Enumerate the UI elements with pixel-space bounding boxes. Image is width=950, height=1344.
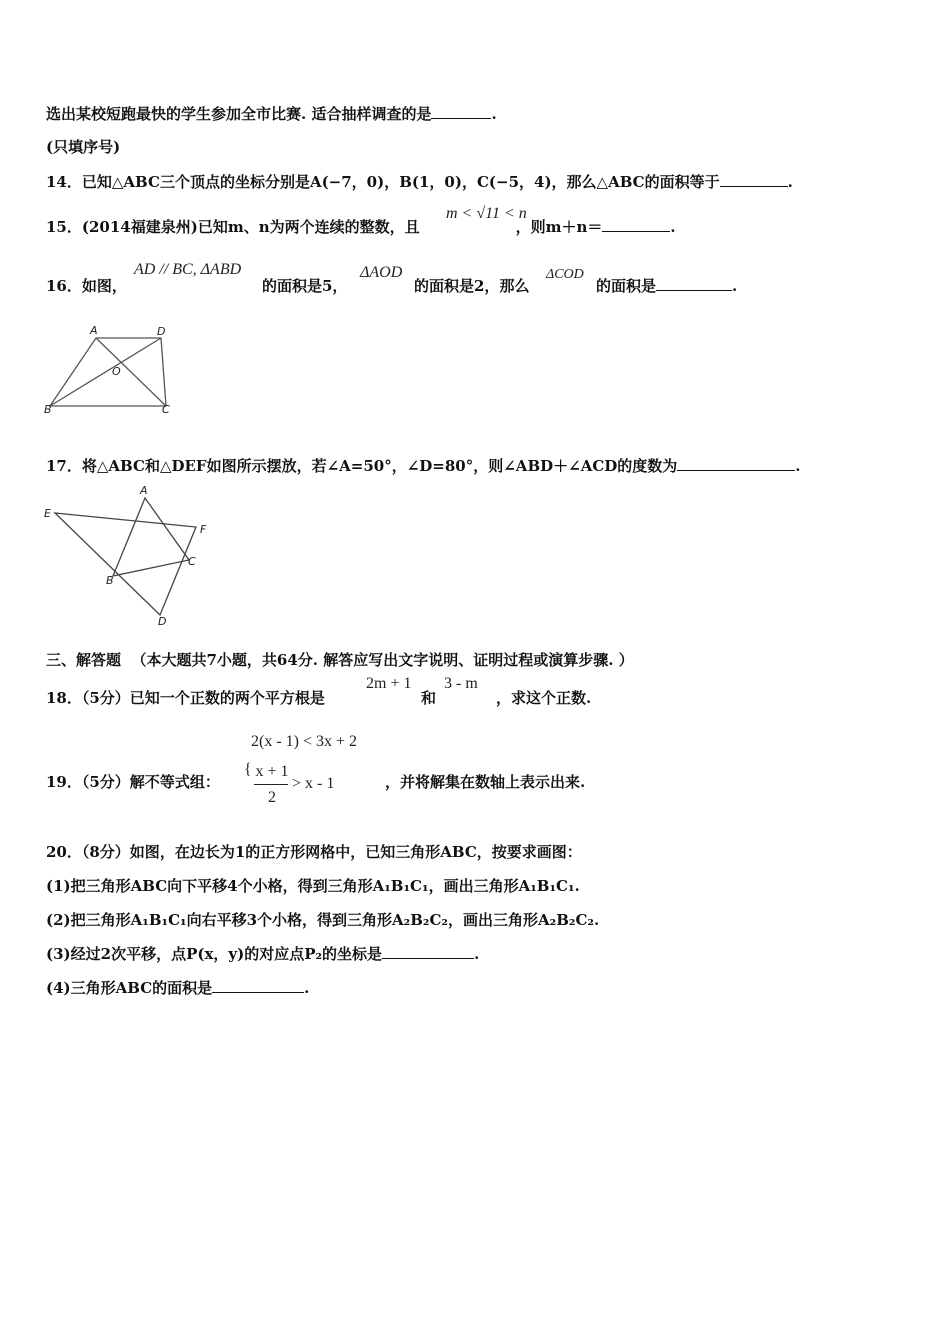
answer-blank[interactable] xyxy=(431,104,491,119)
question-18: 18．（5分）已知一个正数的两个平方根是 xyxy=(46,689,325,707)
answer-blank[interactable] xyxy=(212,978,304,993)
q18-mid: 和 xyxy=(421,689,437,707)
q16-math-aod: ΔAOD xyxy=(360,264,403,281)
q18-tail: ，求这个正数. xyxy=(496,689,592,707)
q19-tail: ，并将解集在数轴上表示出来. xyxy=(385,773,586,791)
answer-blank[interactable] xyxy=(382,944,474,959)
q15-math: m < √11 < n xyxy=(446,205,527,222)
answer-blank[interactable] xyxy=(656,276,732,291)
q19-fraction-bar xyxy=(254,784,288,785)
label-b: B xyxy=(106,574,114,587)
q16-mid2: 的面积是2，那么 xyxy=(414,277,530,295)
q16-math-cod: ΔCOD xyxy=(546,267,584,282)
triangles-figure xyxy=(40,480,220,630)
q20-part-4: (4)三角形ABC的面积是 . xyxy=(46,979,310,997)
label-a: A xyxy=(90,324,98,337)
q19-fraction-denominator: 2 xyxy=(268,789,276,806)
q13-tail: (只填序号) xyxy=(46,138,121,156)
q18-math-2m1: 2m + 1 xyxy=(366,675,412,692)
label-b: B xyxy=(44,403,52,416)
answer-blank[interactable] xyxy=(720,172,788,187)
q20-part-2: (2)把三角形A₁B₁C₁向右平移3个小格，得到三角形A₂B₂C₂，画出三角形A₂B₂C₂. xyxy=(46,911,600,929)
q16-mid1: 的面积是5， xyxy=(262,277,348,295)
q20-part-3: (3)经过2次平移，点P(x，y)的对应点P₂的坐标是 . xyxy=(46,945,480,963)
q19-brace: { xyxy=(244,761,252,778)
label-d: D xyxy=(158,615,167,628)
question-19: 19．（5分）解不等式组： xyxy=(46,773,220,791)
label-c: C xyxy=(162,403,170,416)
q18-math-3m: 3 - m xyxy=(444,675,478,692)
q13-continuation: 选出某校短跑最快的学生参加全市比赛. 适合抽样调查的是 . xyxy=(46,105,497,123)
label-o: O xyxy=(112,365,121,378)
question-15: 15．(2014福建泉州)已知m、n为两个连续的整数，且 ，则m＋n＝ . xyxy=(46,218,676,236)
q16-math-ad-bc: AD // BC, ΔABD xyxy=(134,261,242,278)
label-f: F xyxy=(200,523,207,536)
label-d: D xyxy=(157,325,166,338)
question-16: 16．如图， xyxy=(46,277,127,295)
label-a: A xyxy=(140,484,148,497)
question-14: 14．已知△ABC三个顶点的坐标分别是A(−7，0)，B(1，0)，C(−5，4)，那么△ABC的面积等于 . xyxy=(46,173,793,191)
q19-inequality-1: 2(x - 1) < 3x + 2 xyxy=(251,733,358,750)
q20-part-1: (1)把三角形ABC向下平移4个小格，得到三角形A₁B₁C₁，画出三角形A₁B₁C₁. xyxy=(46,877,580,895)
q19-fraction-numerator: x + 1 xyxy=(255,763,289,780)
question-17: 17．将△ABC和△DEF如图所示摆放，若∠A=50°，∠D=80°，则∠ABD＋∠ACD的度数为 . xyxy=(46,457,801,475)
label-e: E xyxy=(44,507,51,520)
q19-fraction-rhs: > x - 1 xyxy=(292,775,335,792)
label-c: C xyxy=(188,555,196,568)
question-20: 20．（8分）如图，在边长为1的正方形网格中，已知三角形ABC，按要求画图： xyxy=(46,843,582,861)
answer-blank[interactable] xyxy=(602,217,670,232)
q16-tail: 的面积是 . xyxy=(596,277,738,295)
section-3-heading: 三、解答题 （本大题共7小题，共64分. 解答应写出文字说明、证明过程或演算步骤. ） xyxy=(46,651,634,669)
trapezoid-figure xyxy=(40,318,190,418)
answer-blank[interactable] xyxy=(677,456,795,471)
